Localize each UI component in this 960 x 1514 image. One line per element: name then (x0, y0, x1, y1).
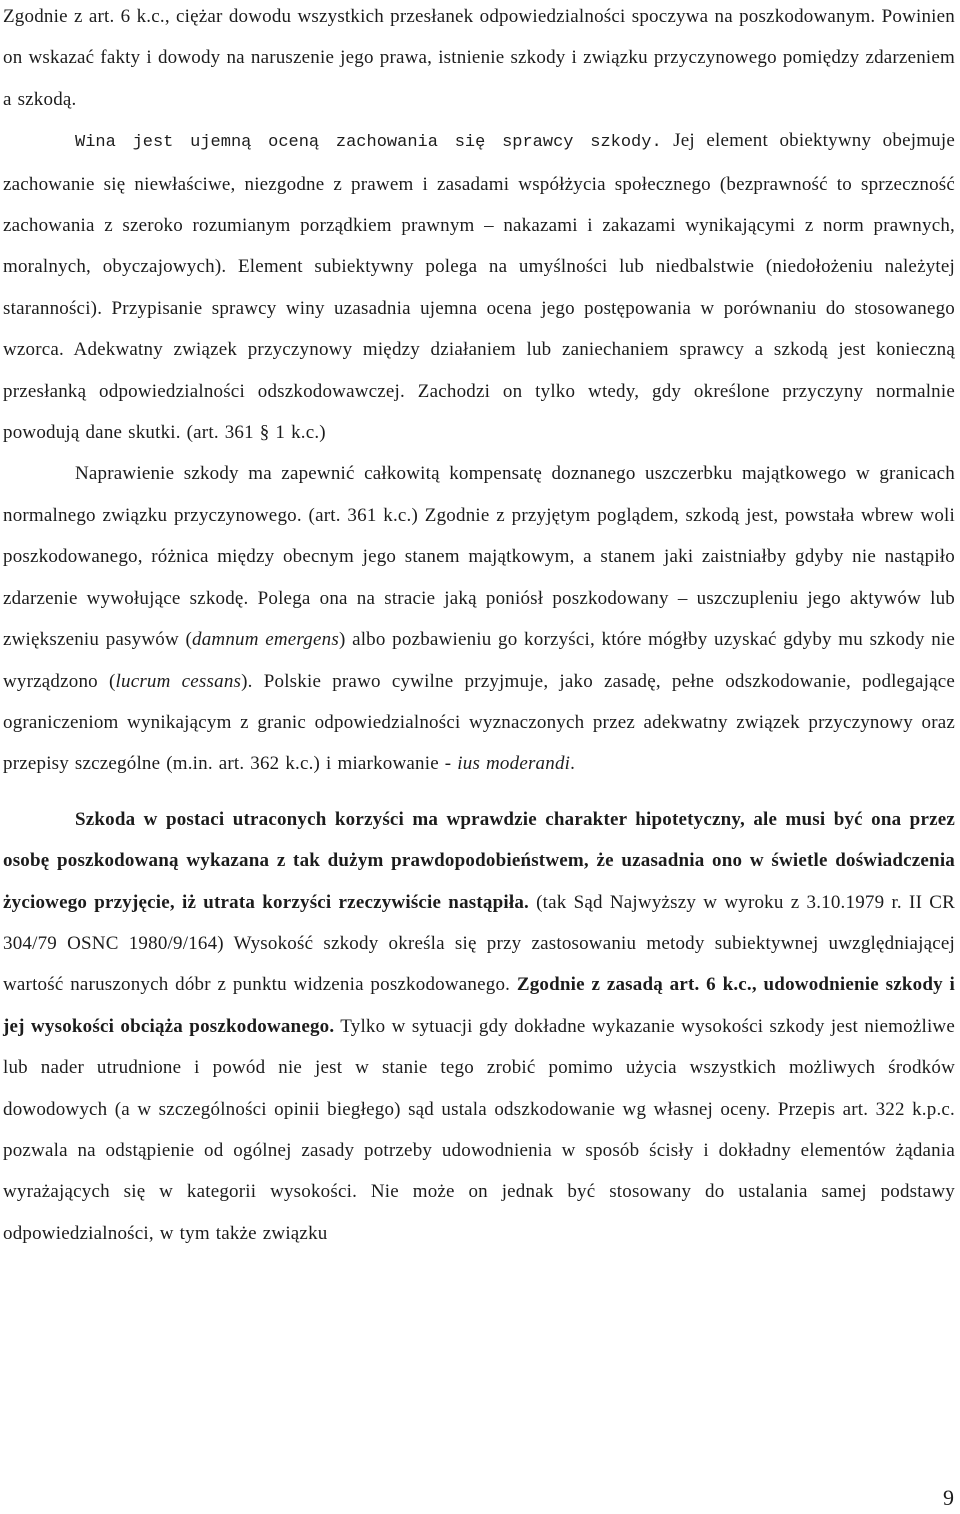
page-number: 9 (943, 1485, 954, 1510)
compensation-text-4: . (570, 753, 576, 775)
term-lucrum-cessans: lucrum cessans (115, 670, 242, 692)
lost-profits-bold-statement: Szkoda w postaci utraconych korzyści ma wprawdzie charakter hipotetyczny, ale musi być ona przez osobę poszkodowaną wykazana z tak dużym prawdopodobieństwem, że uzasadnia ono w świetle doświadczenia życiowego przyjęcie, iż utrata korzyści rzeczywiście nastąpiła. (3, 808, 955, 913)
term-ius-moderandi: ius moderandi (457, 753, 571, 775)
compensation-text-2: ) albo pozbawieniu go korzyści, które mógłby uzyskać gdyby mu szkody nie wyrządzono ( (3, 629, 956, 692)
compensation-text-3: ). Polskie prawo cywilne przyjmuje, jako zasadę, pełne odszkodowanie, podlegające ograniczeniom wynikającym z granic odpowiedzialności wyznaczonych przez adekwatny związek przyczynowy oraz przepisy szczególne (m.in. art. 362 k.c.) i miarkowanie - (3, 670, 955, 775)
lost-profits-text-1: (tak Sąd Najwyższy w wyroku z 3.10.1979 r. II CR 304/79 OSNC 1980/9/164) Wysokość szkody określa się przy zastosowaniu metody subiektywnej uwzględniającej wartość naruszonych dóbr z punktu widzenia poszkodowanego. (3, 891, 955, 996)
burden-bold-statement: Zgodnie z zasadą art. 6 k.c., udowodnienie szkody i jej wysokości obciąża poszkodowanego. (3, 974, 955, 1037)
fault-definition-body: Jej element obiektywny obejmuje zachowanie się niewłaściwe, niezgodne z prawem i zasadami współżycia społecznego (bezprawność to sprzeczność zachowania z szeroko rozumianym porządkiem prawnym – nakazami i zakazami wynikającymi z norm prawnych, moralnych, obyczajowych). Element subiektywny polega na umyślności lub niedbalstwie (niedołożeniu należytej staranności). Przypisanie sprawcy winy uzasadnia ujemna ocena jego postępowania w porównaniu do stosowanego wzorca. Adekwatny związek przyczynowy między działaniem lub zaniechaniem sprawcy a szkodą jest konieczną przesłanką odpowiedzialności odszkodowawczej. Zachodzi on tylko wtedy, gdy określone przyczyny normalnie powodują dane skutki. (art. 361 § 1 k.c.) (3, 130, 955, 444)
compensation-text-1: Naprawienie szkody ma zapewnić całkowitą kompensatę doznanego uszczerbku majątkowego w granicach normalnego związku przyczynowego. (art. 361 k.c.) Zgodnie z przyjętym poglądem, szkodą jest, powstała wbrew woli poszkodowanego, różnica między obecnym jego stanem majątkowym, a stanem jaki zaistniałby gdyby nie nastąpiło zdarzenie wywołujące szkodę. Polega ona na stracie jaką poniósł poszkodowany – uszczupleniu jego aktywów lub zwiększeniu pasywów ( (3, 463, 955, 651)
paragraph-compensation (3, 453, 955, 784)
paragraph-burden-of-proof: Zgodnie z art. 6 k.c., ciężar dowodu wszystkich przesłanek odpowiedzialności spoczywa na poszkodowanym. Powinien on wskazać fakty i dowody na naruszenie jego prawa, istnienie szkody i związku przyczynowego pomiędzy zdarzeniem a szkodą. (3, 6, 955, 110)
paragraph-lost-profits (3, 799, 955, 1254)
fault-definition-lead: Wina jest ujemną oceną zachowania się sprawcy szkody. (75, 133, 662, 153)
document-page (3, 0, 955, 1254)
lost-profits-text-2: Tylko w sytuacji gdy dokładne wykazanie wysokości szkody jest niemożliwe lub nader utrudnione i powód nie jest w stanie tego zrobić pomimo użycia wszystkich możliwych środków dowodowych (a w szczególności opinii biegłego) sąd ustala odszkodowanie wg własnej oceny. Przepis art. 322 k.p.c. pozwala na odstąpienie od ogólnej zasady potrzeby udowodnienia w sposób ścisły i dokładny elementów żądania wyrażających się w kategorii wysokości. Nie może on jednak być stosowany do ustalania samej podstawy odpowiedzialności, w tym także związku (3, 1015, 955, 1244)
paragraph-fault (3, 120, 955, 453)
term-damnum-emergens: damnum emergens (192, 629, 339, 651)
